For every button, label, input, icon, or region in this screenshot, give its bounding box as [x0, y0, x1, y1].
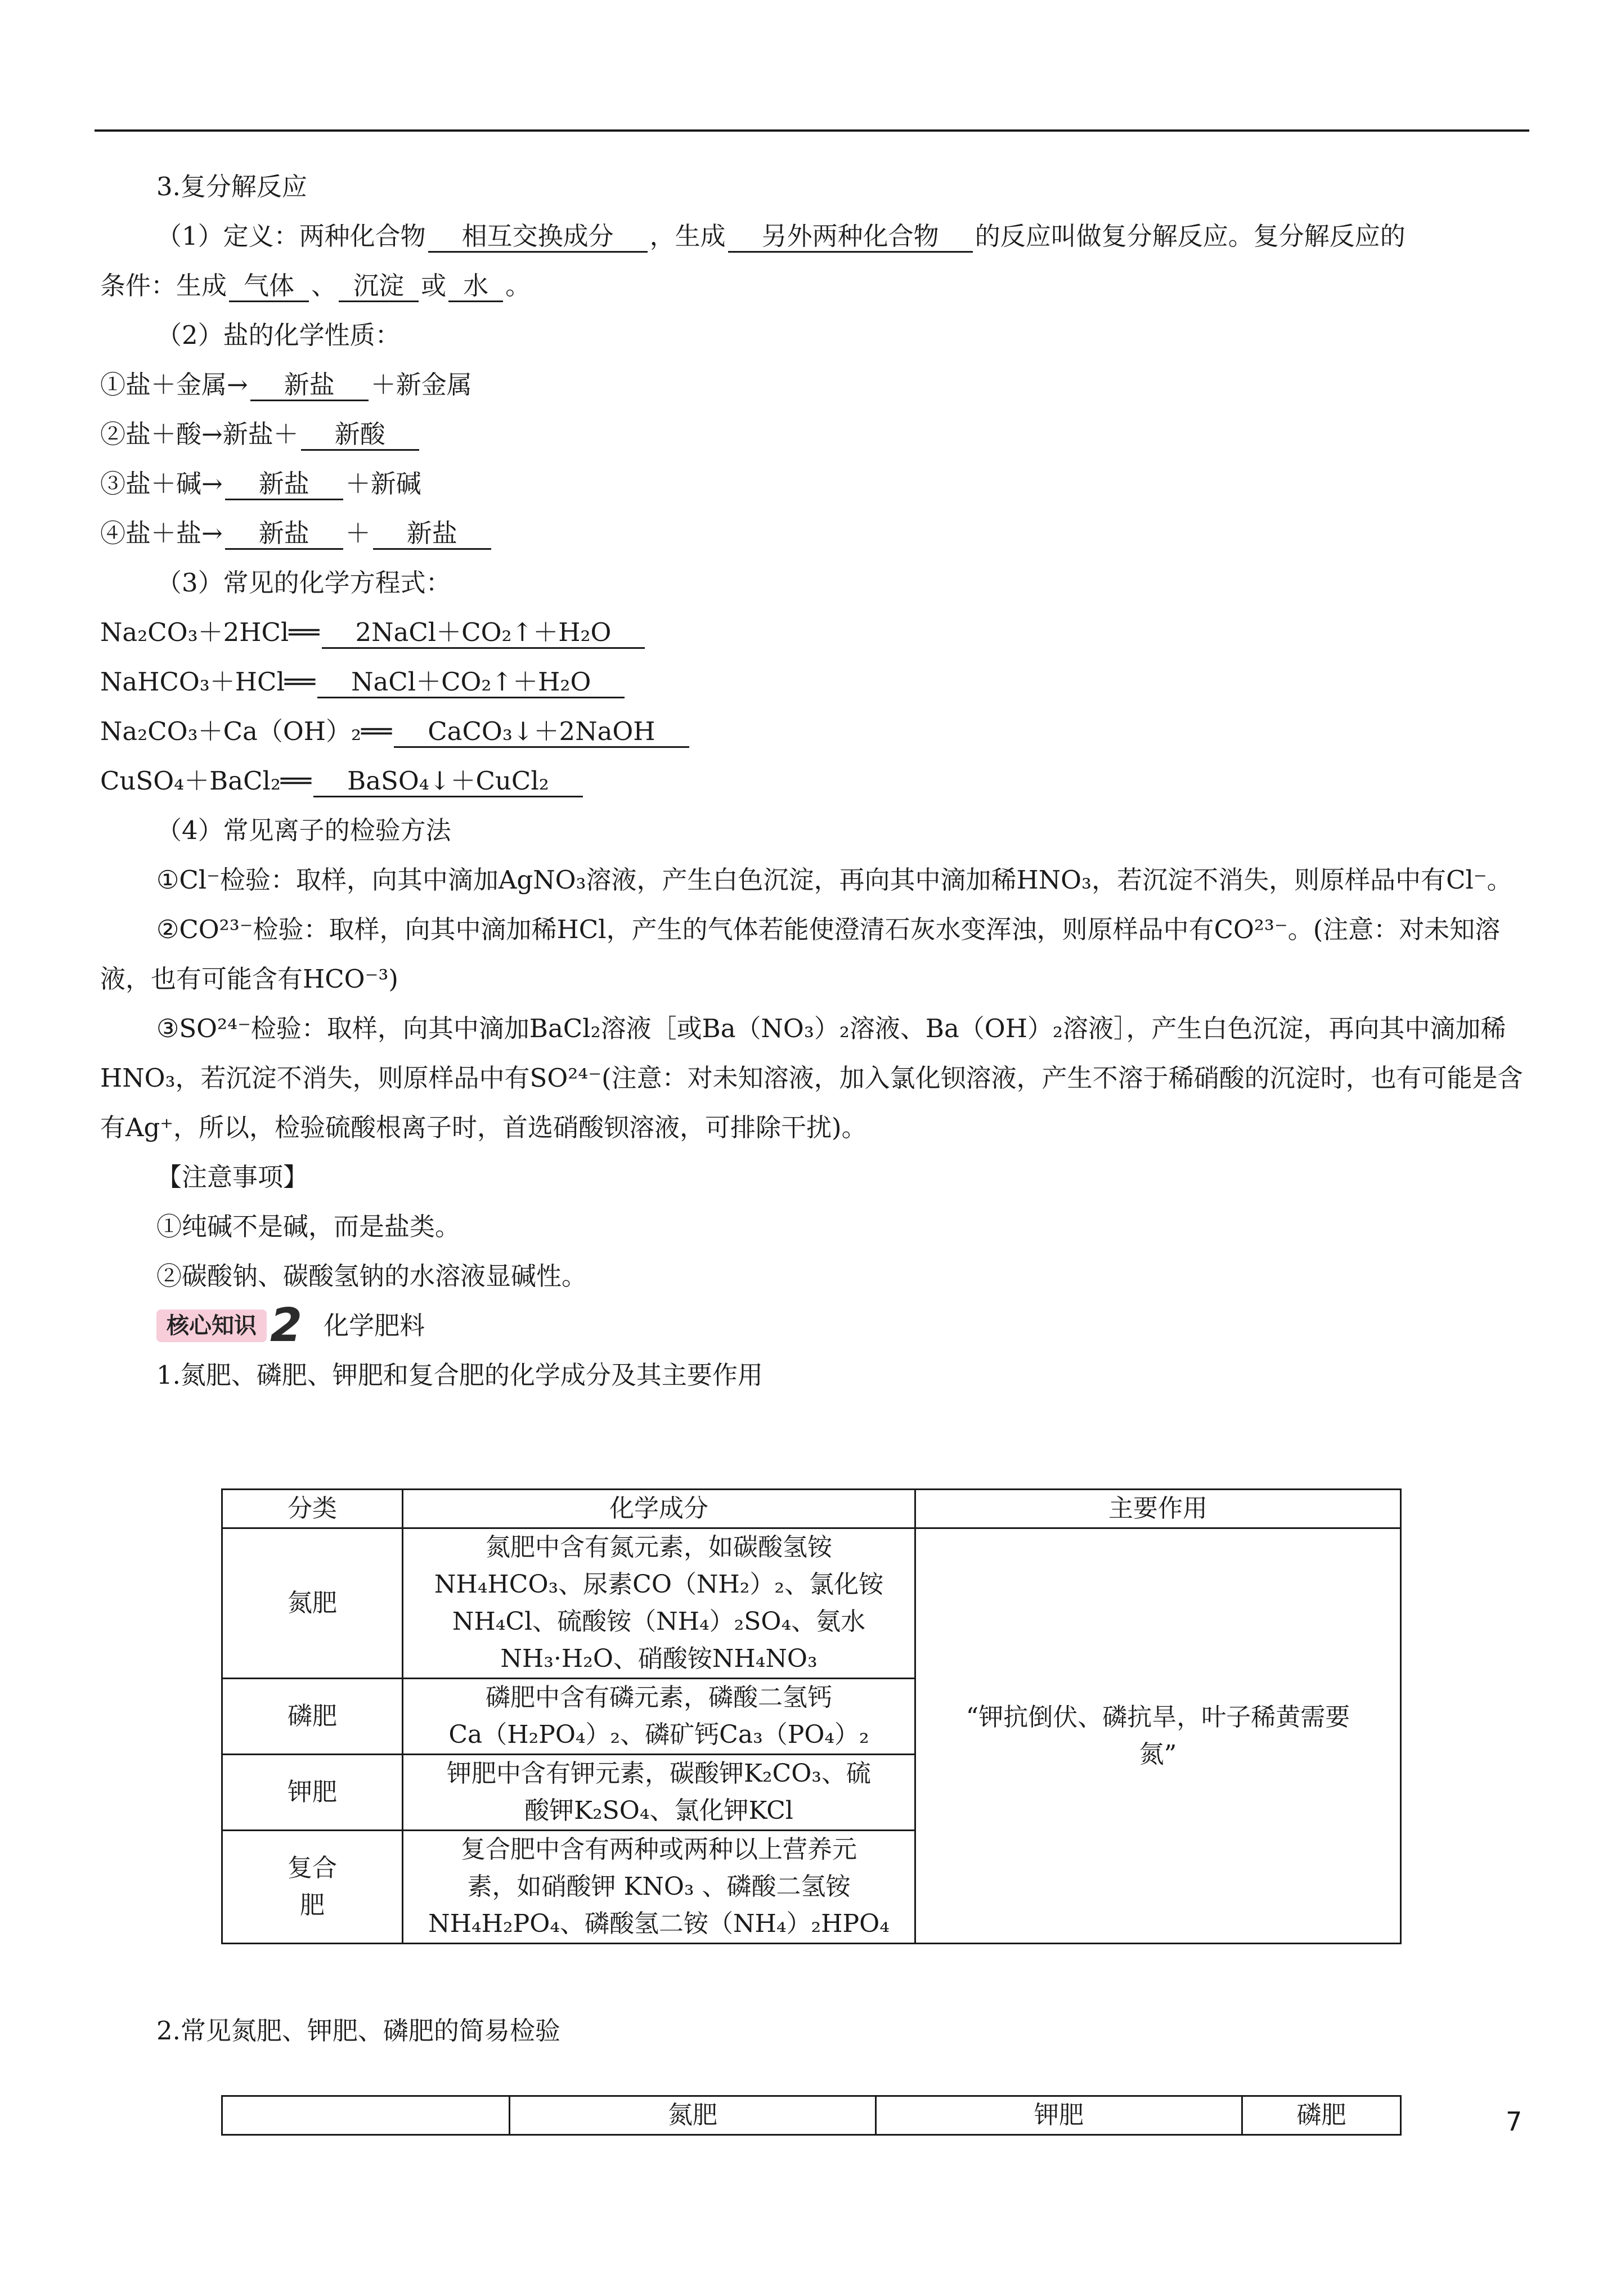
- fertilizer-role: “钾抗倒伏、磷抗旱，叶子稀黄需要 氮”: [915, 1528, 1401, 1944]
- test-heading: 2.常见氮肥、钾肥、磷肥的简易检验: [156, 2016, 560, 2046]
- note-item: ①纯碱不是碱，而是盐类。: [156, 1212, 461, 1241]
- fertilizer-heading: 1.氮肥、磷肥、钾肥和复合肥的化学成分及其主要作用: [156, 1360, 763, 1390]
- equation: CuSO₄＋BaCl₂══ BaSO₄↓＋CuCl₂: [100, 756, 1529, 806]
- blank-answer: 新酸: [301, 421, 419, 451]
- blank-answer: BaSO₄↓＋CuCl₂: [313, 768, 583, 797]
- ion-test-cl: ①Cl⁻检验：取样，向其中滴加AgNO₃溶液，产生白色沉淀，再向其中滴加稀HNO₃，若沉淀不消失，则原样品中有Cl⁻。: [156, 865, 1512, 895]
- table-header: 分类: [222, 1490, 403, 1528]
- blank-answer: 2NaCl＋CO₂↑＋H₂O: [322, 620, 645, 649]
- core-knowledge-badge: 核心知识: [156, 1310, 267, 1342]
- test-table: [221, 2095, 1402, 2136]
- core-knowledge-title: 化学肥料: [324, 1311, 425, 1340]
- blank-answer: NaCl＋CO₂↑＋H₂O: [317, 669, 625, 698]
- fertilizer-composition: 氮肥中含有氮元素，如碳酸氢铵 NH₄HCO₃、尿素CO（NH₂）₂、氯化铵 NH₄Cl、硫酸铵（NH₄）₂SO₄、氨水 NH₃·H₂O、硝酸铵NH₄NO₃: [403, 1528, 915, 1679]
- blank-answer: 气体: [229, 273, 309, 302]
- definition-line-2: 条件：生成 气体 、 沉淀 或 水 。: [100, 261, 1529, 311]
- blank-answer: 新盐: [250, 372, 369, 401]
- fertilizer-category: 磷肥: [222, 1679, 403, 1755]
- table-header: 主要作用: [915, 1490, 1401, 1528]
- fertilizer-category: 钾肥: [222, 1755, 403, 1831]
- blank-answer: 新盐: [373, 521, 491, 550]
- table-header: [222, 2096, 510, 2135]
- page-content: [100, 162, 1529, 1400]
- blank-answer: 沉淀: [339, 273, 419, 302]
- equation: Na₂CO₃＋2HCl══ 2NaCl＋CO₂↑＋H₂O: [100, 608, 1529, 657]
- prop-item: ②盐＋酸→新盐＋ 新酸: [100, 410, 1529, 459]
- equation: Na₂CO₃＋Ca（OH）₂══ CaCO₃↓＋2NaOH: [100, 707, 1529, 756]
- test-section: [100, 2006, 1529, 2056]
- blank-answer: 水: [448, 273, 503, 302]
- blank-answer: CaCO₃↓＋2NaOH: [394, 719, 689, 748]
- fertilizer-composition: 磷肥中含有磷元素，磷酸二氢钙 Ca（H₂PO₄）₂、磷矿钙Ca₃（PO₄）₂: [403, 1679, 915, 1755]
- fertilizer-table: [221, 1488, 1402, 1944]
- note-item: ②碳酸钠、碳酸氢钠的水溶液显碱性。: [156, 1261, 587, 1291]
- prop-item: ④盐＋盐→ 新盐 ＋ 新盐: [100, 509, 1529, 558]
- table-header: 氮肥: [510, 2096, 876, 2135]
- blank-answer: 新盐: [225, 521, 343, 550]
- notes-heading: 【注意事项】: [156, 1162, 309, 1192]
- equations-heading: （3）常见的化学方程式：: [156, 568, 451, 598]
- props-heading: （2）盐的化学性质：: [156, 320, 401, 350]
- page-number: 7: [1506, 2106, 1523, 2137]
- definition-line-1: （1）定义：两种化合物 相互交换成分 ，生成 另外两种化合物 的反应叫做复分解反应。复分解反应的: [100, 212, 1529, 261]
- fertilizer-composition: 复合肥中含有两种或两种以上营养元 素，如硝酸钾 KNO₃ 、磷酸二氢铵 NH₄H₂PO₄、磷酸氢二铵（NH₄）₂HPO₄: [403, 1831, 915, 1944]
- blank-answer: 另外两种化合物: [728, 223, 973, 253]
- table-header: 磷肥: [1242, 2096, 1401, 2135]
- table-header: 钾肥: [876, 2096, 1242, 2135]
- blank-answer: 新盐: [225, 471, 343, 500]
- fertilizer-composition: 钾肥中含有钾元素，碳酸钾K₂CO₃、硫 酸钾K₂SO₄、氯化钾KCl: [403, 1755, 915, 1831]
- prop-item: ①盐＋金属→ 新盐 ＋新金属: [100, 360, 1529, 410]
- prop-item: ③盐＋碱→ 新盐 ＋新碱: [100, 459, 1529, 509]
- section-heading: 3.复分解反应: [156, 172, 307, 201]
- table-row: [222, 1528, 1401, 1679]
- ion-test-co3: ②CO²³⁻检验：取样，向其中滴加稀HCl，产生的气体若能使澄清石灰水变浑浊，则原样品中有CO²³⁻。(注意：对未知溶液，也有可能含有HCO⁻³): [100, 914, 1501, 994]
- table-header: 化学成分: [403, 1490, 915, 1528]
- ion-test-so4: ③SO²⁴⁻检验：取样，向其中滴加BaCl₂溶液［或Ba（NO₃）₂溶液、Ba（OH）₂溶液］，产生白色沉淀，再向其中滴加稀HNO₃，若沉淀不消失，则原样品中有SO²⁴⁻(注意：对未知溶液，加入氯化钡溶液，产生不溶于稀硝酸的沉淀时，也有可能是含有Ag⁺，所以，检验硫酸根离子时，首选硝酸钡溶液，可排除干扰)。: [100, 1014, 1523, 1142]
- core-knowledge-header: [100, 1301, 1529, 1351]
- fertilizer-category: 氮肥: [222, 1528, 403, 1679]
- equation: NaHCO₃＋HCl══ NaCl＋CO₂↑＋H₂O: [100, 657, 1529, 707]
- ion-heading: （4）常见离子的检验方法: [156, 815, 451, 845]
- fertilizer-category: 复合 肥: [222, 1831, 403, 1944]
- blank-answer: 相互交换成分: [428, 223, 648, 253]
- top-rule: [95, 129, 1529, 132]
- core-knowledge-number: 2: [270, 1299, 303, 1352]
